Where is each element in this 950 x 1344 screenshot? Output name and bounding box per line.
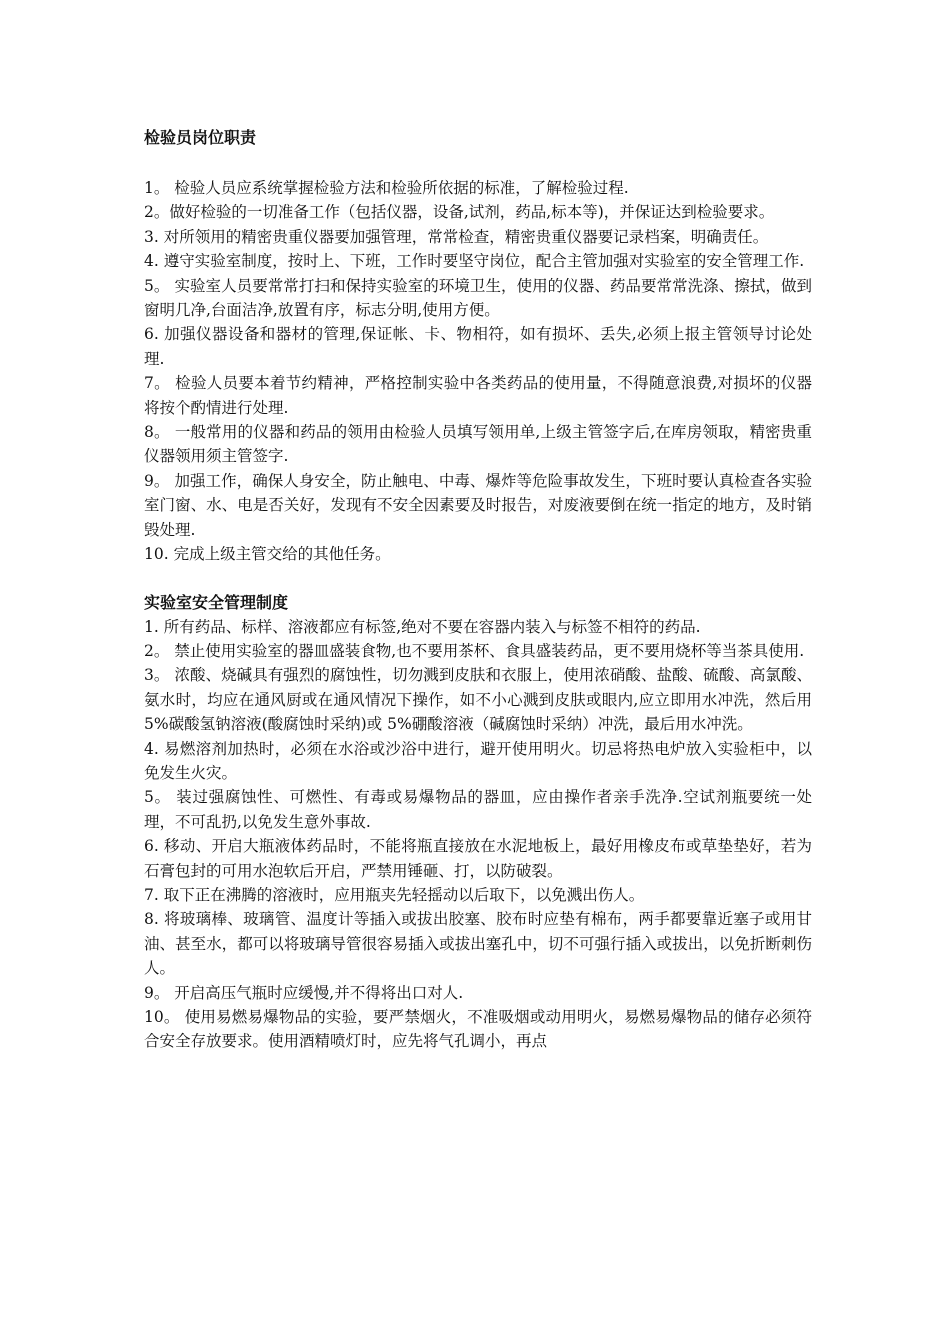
list-item: 5。 实验室人员要常常打扫和保持实验室的环境卫生，使用的仪器、药品要常常洗涤、擦拭，做到窗明几净,台面洁净,放置有序，标志分明,使用方便。 xyxy=(144,276,812,320)
list-item: 10. 完成上级主管交给的其他任务。 xyxy=(144,545,391,564)
list-item: 8。 一般常用的仪器和药品的领用由检验人员填写领用单,上级主管签字后,在库房领取，精密贵重仪器领用须主管签字. xyxy=(144,423,812,466)
list-item: 9。 加强工作，确保人身安全，防止触电、中毒、爆炸等危险事故发生，下班时要认真检查各实验室门窗、水、电是否关好，发现有不安全因素要及时报告，对废液要倒在统一指定的地方，及时销毁处理. xyxy=(144,471,812,539)
list-item: 2。做好检验的一切准备工作（包括仪器，设备,试剂，药品,标本等)，并保证达到检验要求。 xyxy=(144,203,775,222)
list-item: 9。 开启高压气瓶时应缓慢,并不得将出口对人. xyxy=(144,983,464,1002)
list-item: 7。 检验人员要本着节约精神，严格控制实验中各类药品的使用量，不得随意浪费,对损坏的仪器将按个酌情进行处理. xyxy=(144,374,812,417)
list-item: 1. 所有药品、标样、溶液都应有标签,绝对不要在容器内装入与标签不相符的药品. xyxy=(144,617,701,636)
document-content xyxy=(144,126,812,1054)
list-item: 5。 装过强腐蚀性、可燃性、有毒或易爆物品的器皿，应由操作者亲手洗净.空试剂瓶要统一处理，不可乱扔,以免发生意外事故. xyxy=(144,788,812,831)
lab-safety-list xyxy=(144,615,812,1054)
list-item: 2。 禁止使用实验室的器皿盛装食物,也不要用茶杯、食具盛装药品，更不要用烧杯等当茶具使用. xyxy=(144,641,805,660)
spacer xyxy=(144,567,812,591)
list-item: 1。 检验人员应系统掌握检验方法和检验所依据的标准，了解检验过程. xyxy=(144,179,629,197)
list-item: 10。 使用易燃易爆物品的实验，要严禁烟火，不准吸烟或动用明火，易燃易爆物品的储存必须符合安全存放要求。使用酒精喷灯时，应先将气孔调小，再点 xyxy=(144,1008,812,1051)
list-item: 3. 对所领用的精密贵重仪器要加强管理，常常检查，精密贵重仪器要记录档案，明确责任。 xyxy=(144,227,769,246)
spacer xyxy=(144,150,812,176)
inspector-duties-list xyxy=(144,176,812,567)
list-item: 7. 取下正在沸腾的溶液时，应用瓶夹先轻摇动以后取下，以免溅出伤人。 xyxy=(144,885,645,904)
list-item: 6. 加强仪器设备和器材的管理,保证帐、卡、物相符，如有损坏、丢失,必须上报主管领导讨论处理. xyxy=(144,325,812,368)
list-item: 3。 浓酸、烧碱具有强烈的腐蚀性，切勿溅到皮肤和衣服上，使用浓硝酸、盐酸、硫酸、高氯酸、氨水时，均应在通风厨或在通风情况下操作，如不小心溅到皮肤或眼内,应立即用水冲洗，然后用 5%碳酸氢钠溶液(酸腐蚀时采纳)或 5%硼酸溶液（碱腐蚀时采纳）冲洗，最后用水冲洗。 xyxy=(144,666,812,734)
list-item: 4. 易燃溶剂加热时，必须在水浴或沙浴中进行，避开使用明火。切忌将热电炉放入实验柜中，以免发生火灾。 xyxy=(144,739,812,782)
list-item: 4. 遵守实验室制度，按时上、下班，工作时要坚守岗位，配合主管加强对实验室的安全管理工作. xyxy=(144,252,805,271)
list-item: 6. 移动、开启大瓶液体药品时，不能将瓶直接放在水泥地板上，最好用橡皮布或草垫垫好，若为石膏包封的可用水泡软后开启，严禁用锤砸、打，以防破裂。 xyxy=(144,837,812,880)
section-title-lab-safety: 实验室安全管理制度 xyxy=(144,592,289,612)
section-title-inspector-duties: 检验员岗位职责 xyxy=(144,128,257,147)
list-item: 8. 将玻璃棒、玻璃管、温度计等插入或拔出胶塞、胶布时应垫有棉布，两手都要靠近塞子或用甘油、甚至水，都可以将玻璃导管很容易插入或拔出塞孔中，切不可强行插入或拔出，以免折断刺伤人。 xyxy=(144,910,812,978)
